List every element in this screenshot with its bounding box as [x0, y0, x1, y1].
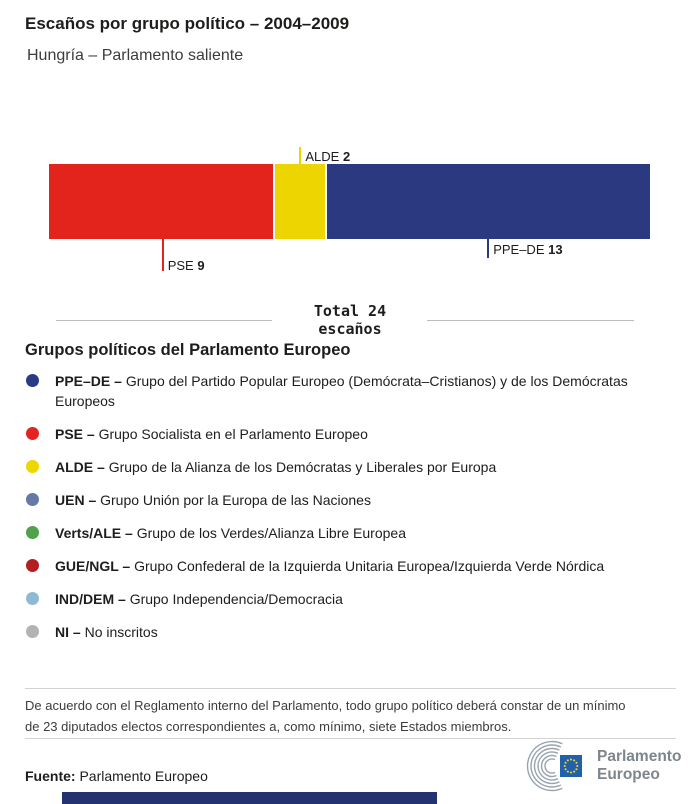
callout-label-PPE–DE: PPE–DE 13 — [493, 242, 563, 257]
total-seats-line1: Total 24 — [313, 302, 387, 320]
legend-item-GUE/NGL — [25, 556, 673, 576]
bar-segment-ALDE — [275, 164, 325, 239]
legend-item-IND/DEM — [25, 589, 673, 609]
legend-dot-PPE–DE — [26, 374, 39, 387]
chart-title: Escaños por grupo político – 2004–2009 — [25, 14, 350, 33]
footnote-text: De acuerdo con el Reglamento interno del Parlamento, todo grupo político deberá constar de un mínimo de 23 diputados electos correspondientes a, como mínimo, siete Estados miembros. — [25, 698, 626, 734]
legend-dot-UEN — [26, 493, 39, 506]
legend-label-NI: NI – No inscritos — [55, 624, 158, 640]
legend-item-Verts/ALE — [25, 523, 673, 543]
ep-logo — [519, 740, 681, 792]
legend-item-PPE–DE — [25, 371, 673, 411]
footnote-divider-bottom — [25, 738, 676, 739]
source-label: Fuente: — [25, 768, 76, 784]
ep-logo-line2: Europeo — [597, 766, 660, 783]
legend-item-PSE — [25, 424, 673, 444]
callout-label-PSE: PSE 9 — [167, 258, 205, 273]
legend-dot-IND/DEM — [26, 592, 39, 605]
ep-logo-wordmark — [597, 748, 681, 784]
legend-list — [25, 371, 673, 655]
total-seats-label — [270, 302, 430, 338]
legend-item-ALDE — [25, 457, 673, 477]
total-divider-left — [56, 320, 272, 321]
callout-tick-PSE — [162, 239, 164, 271]
callout-tick-PPE–DE — [487, 239, 489, 258]
stacked-seat-bar — [49, 164, 650, 239]
total-seats-line2: escaños — [318, 320, 382, 338]
legend-label-PSE: PSE – Grupo Socialista en el Parlamento Europeo — [55, 426, 368, 442]
chart-subtitle: Hungría – Parlamento saliente — [27, 47, 244, 64]
eu-flag-square — [560, 755, 582, 777]
bar-segment-PSE — [49, 164, 273, 239]
source-line — [25, 768, 208, 784]
legend-item-NI — [25, 622, 673, 642]
legend-label-IND/DEM: IND/DEM – Grupo Independencia/Democracia — [55, 591, 343, 607]
callout-tick-ALDE — [299, 147, 301, 164]
footnote-divider-top — [25, 688, 676, 689]
legend-dot-NI — [26, 625, 39, 638]
bottom-bar — [62, 792, 437, 804]
total-divider-right — [427, 320, 634, 321]
legend-label-GUE/NGL: GUE/NGL – Grupo Confederal de la Izquierda Unitaria Europea/Izquierda Verde Nórdica — [55, 558, 605, 574]
ep-hemicycle-icon — [519, 740, 591, 792]
legend-item-UEN — [25, 490, 673, 510]
legend-dot-PSE — [26, 427, 39, 440]
ep-logo-line1: Parlamento — [597, 748, 682, 765]
callout-label-ALDE: ALDE 2 — [305, 149, 351, 164]
legend-label-UEN: UEN – Grupo Unión por la Europa de las Naciones — [55, 492, 371, 508]
legend-label-PPE–DE: PPE–DE – Grupo del Partido Popular Europeo (Demócrata–Cristianos) y de los Demócratas Europeos — [55, 373, 628, 409]
source-value: Parlamento Europeo — [79, 768, 208, 784]
legend-dot-Verts/ALE — [26, 526, 39, 539]
legend-label-ALDE: ALDE – Grupo de la Alianza de los Demócratas y Liberales por Europa — [55, 459, 497, 475]
bar-segment-PPE–DE — [327, 164, 650, 239]
legend-dot-ALDE — [26, 460, 39, 473]
legend-heading: Grupos políticos del Parlamento Europeo — [25, 341, 351, 359]
legend-label-Verts/ALE: Verts/ALE – Grupo de los Verdes/Alianza Libre Europea — [55, 525, 406, 541]
legend-dot-GUE/NGL — [26, 559, 39, 572]
